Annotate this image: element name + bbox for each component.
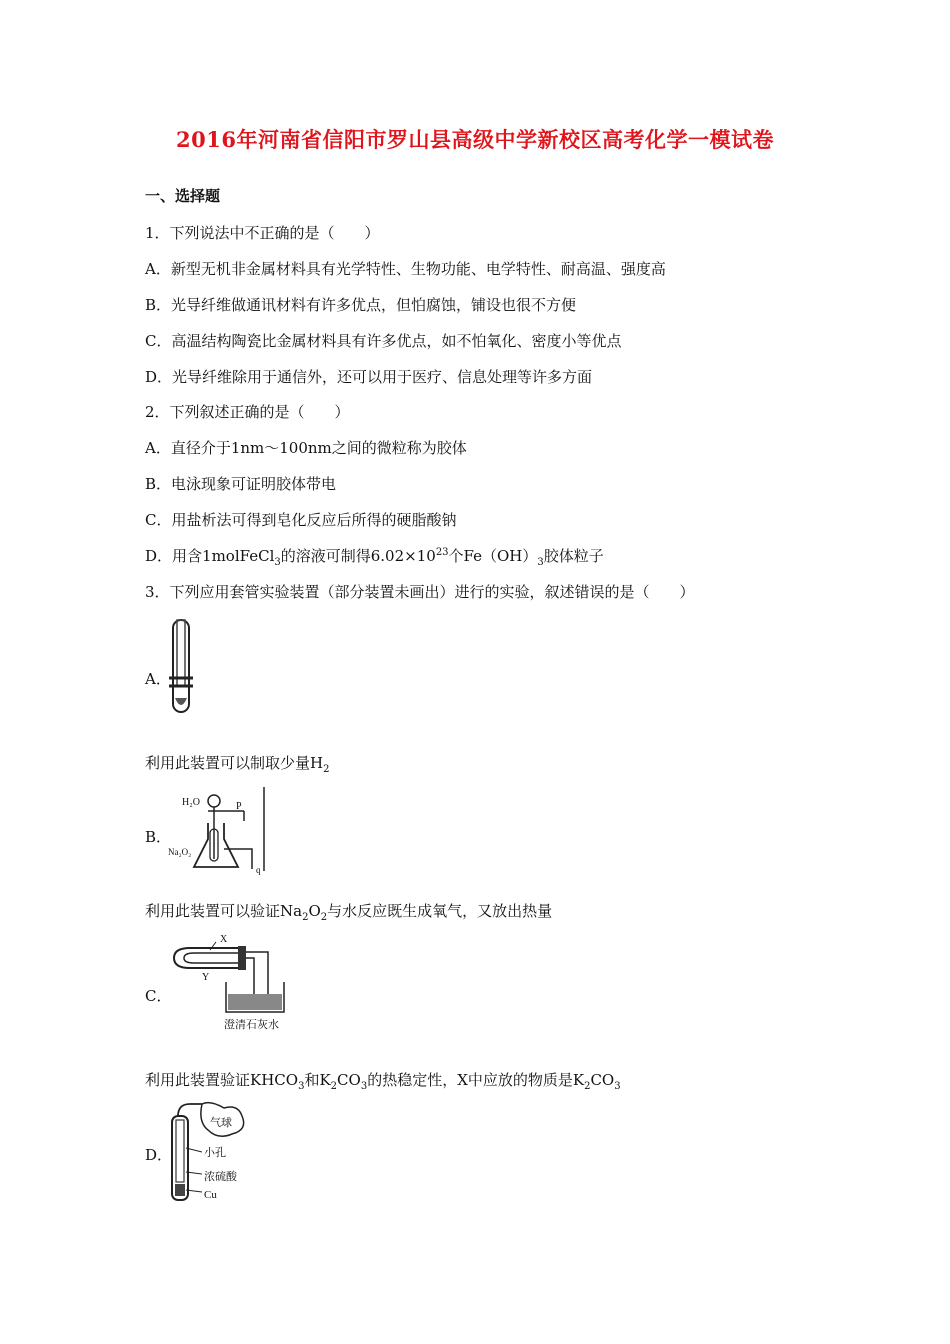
figure-d-cu-label: Cu xyxy=(204,1189,217,1201)
figure-d-apparatus xyxy=(166,1100,266,1204)
q3-stem: 3．下列应用套管实验装置（部分装置未画出）进行的实验，叙述错误的是（ ） xyxy=(145,583,695,601)
q2-option-b: B．电泳现象可证明胶体带电 xyxy=(145,475,337,493)
page-title: 2016年河南省信阳市罗山县高级中学新校区高考化学一模试卷 xyxy=(176,127,774,152)
figure-b-h2o-label: H₂O xyxy=(182,797,200,808)
section-heading: 一、选择题 xyxy=(145,187,221,205)
q3-label-a: A． xyxy=(145,670,171,688)
q1-stem: 1．下列说法中不正确的是（ ） xyxy=(145,224,380,242)
figure-c-apparatus xyxy=(170,932,290,1032)
q2-stem: 2．下列叙述正确的是（ ） xyxy=(145,403,350,421)
q2-option-a: A．直径介于1nm～100nm之间的微粒称为胶体 xyxy=(145,439,467,457)
q3-desc-b: 利用此装置可以验证$Na_2O_2$与水反应既生成氧气，又放出热量 xyxy=(145,902,553,923)
figure-c-y-label: Y xyxy=(202,972,210,983)
figure-b-na2o2-label: Na₂O₂ xyxy=(168,847,192,857)
figure-d-hole-label: 小孔 xyxy=(204,1147,226,1159)
q3-label-c: C． xyxy=(145,987,172,1005)
q1-option-b: B．光导纤维做通讯材料有许多优点，但怕腐蚀，铺设也很不方便 xyxy=(145,296,577,314)
q1-option-d: D．光导纤维除用于通信外，还可以用于医疗、信息处理等许多方面 xyxy=(145,368,593,386)
figure-a-test-tube xyxy=(166,616,196,716)
q3-desc-c: 利用此装置验证$KHCO_3$和$K_2CO_3$的热稳定性，X中应放的物质是$K_2CO_3$ xyxy=(145,1071,621,1092)
q1-option-a: A．新型无机非金属材料具有光学特性、生物功能、电学特性、耐高温、强度高 xyxy=(145,260,666,278)
q2-option-d: D．用含1molFeCl$_3$的溶液可制得$6.02\times 10^{23}$个$Fe(OH)_3$胶体粒子 xyxy=(145,547,604,568)
figure-b-flask xyxy=(168,783,268,875)
figure-b-p-label: P xyxy=(236,801,242,812)
figure-c-limewater-label: 澄清石灰水 xyxy=(224,1019,279,1031)
figure-d-balloon-label: 气球 xyxy=(210,1117,232,1129)
q1-option-c: C．高温结构陶瓷比金属材料具有许多优点，如不怕氧化、密度小等优点 xyxy=(145,332,622,350)
figure-b-q-label: q xyxy=(256,865,261,875)
figure-c-x-label: X xyxy=(220,934,228,945)
figure-d-acid-label: 浓硫酸 xyxy=(204,1171,237,1183)
q2-option-c: C．用盐析法可得到皂化反应后所得的硬脂酸钠 xyxy=(145,511,457,529)
q3-desc-a: 利用此装置可以制取少量$H_2$ xyxy=(145,754,330,775)
q3-label-d: D． xyxy=(145,1146,173,1164)
q3-label-b: B． xyxy=(145,828,172,846)
